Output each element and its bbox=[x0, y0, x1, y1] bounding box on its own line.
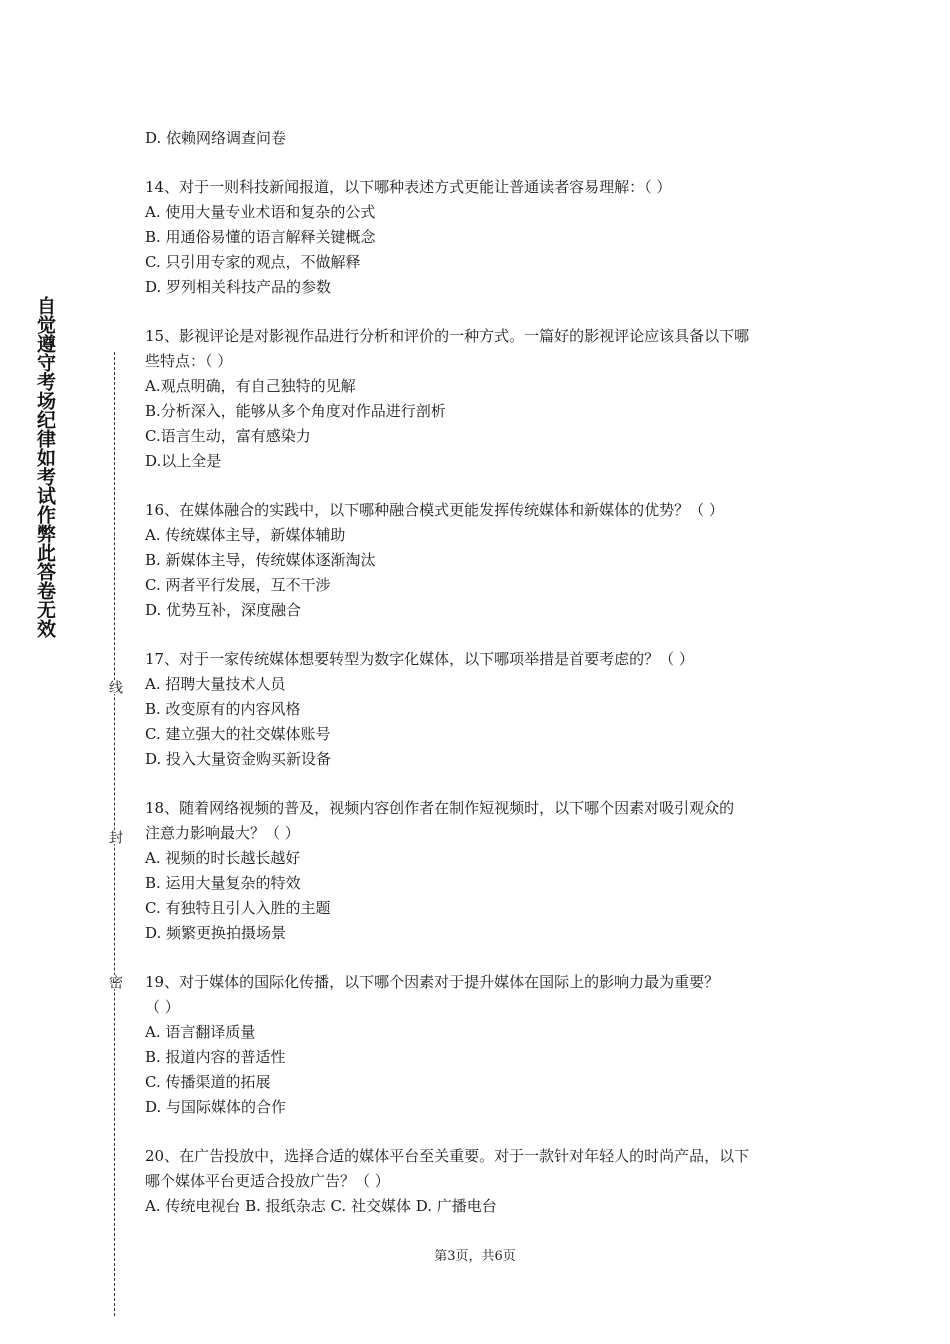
option-d: D.以上全是 bbox=[145, 452, 222, 470]
exam-content bbox=[145, 126, 825, 1219]
option-c: C. 有独特且引人入胜的主题 bbox=[145, 899, 331, 917]
question-19 bbox=[145, 970, 825, 1120]
option-a: A. 传统媒体主导，新媒体辅助 bbox=[145, 526, 346, 544]
question-17 bbox=[145, 647, 825, 772]
question-stem-continued: （ ） bbox=[145, 998, 180, 1016]
spacer bbox=[145, 1120, 825, 1144]
option-b: B. 运用大量复杂的特效 bbox=[145, 874, 301, 892]
page-number: 第3页，共6页 bbox=[434, 1249, 516, 1264]
option-c: C. 传播渠道的拓展 bbox=[145, 1073, 271, 1091]
option-c: C. 只引用专家的观点，不做解释 bbox=[145, 253, 361, 271]
option-a: A. 招聘大量技术人员 bbox=[145, 675, 286, 693]
option-b: B. 改变原有的内容风格 bbox=[145, 700, 301, 718]
option-d: D. 投入大量资金购买新设备 bbox=[145, 750, 332, 768]
question-stem: 15、影视评论是对影视作品进行分析和评价的一种方式。一篇好的影视评论应该具备以下哪 bbox=[145, 327, 750, 345]
question-stem: 17、对于一家传统媒体想要转型为数字化媒体，以下哪项举措是首要考虑的？（ ） bbox=[145, 650, 694, 668]
question-20 bbox=[145, 1144, 825, 1219]
option-b: B. 新媒体主导，传统媒体逐渐淘汰 bbox=[145, 551, 376, 569]
question-stem-continued: 注意力影响最大？（ ） bbox=[145, 824, 300, 842]
question-stem-continued: 些特点：（ ） bbox=[145, 352, 233, 370]
option-a: A. 使用大量专业术语和复杂的公式 bbox=[145, 203, 376, 221]
option-d: D. 与国际媒体的合作 bbox=[145, 1098, 287, 1116]
option-d: D. 罗列相关科技产品的参数 bbox=[145, 278, 332, 296]
option-c: C. 两者平行发展，互不干涉 bbox=[145, 576, 331, 594]
binding-label-line: 线 bbox=[107, 680, 123, 694]
question-14 bbox=[145, 175, 825, 300]
question-stem: 14、对于一则科技新闻报道，以下哪种表述方式更能让普通读者容易理解：（ ） bbox=[145, 178, 672, 196]
option-d: D. 优势互补，深度融合 bbox=[145, 601, 302, 619]
question-16 bbox=[145, 498, 825, 623]
option-b: B. 报道内容的普适性 bbox=[145, 1048, 286, 1066]
spacer bbox=[145, 946, 825, 970]
option-b: B. 用通俗易懂的语言解释关键概念 bbox=[145, 228, 376, 246]
question-15 bbox=[145, 324, 825, 474]
question-stem: 19、对于媒体的国际化传播，以下哪个因素对于提升媒体在国际上的影响力最为重要？ bbox=[145, 973, 720, 991]
question-18 bbox=[145, 796, 825, 946]
option-a: A.观点明确，有自己独特的见解 bbox=[145, 377, 356, 395]
spacer bbox=[145, 623, 825, 647]
binding-label-secret: 密 bbox=[107, 975, 123, 989]
spacer bbox=[145, 151, 825, 175]
binding-label-seal: 封 bbox=[107, 830, 123, 844]
option-a: A. 视频的时长越长越好 bbox=[145, 849, 301, 867]
question-stem: 18、随着网络视频的普及，视频内容创作者在制作短视频时，以下哪个因素对吸引观众的 bbox=[145, 799, 735, 817]
option-c: C.语言生动，富有感染力 bbox=[145, 427, 311, 445]
option-c: C. 建立强大的社交媒体账号 bbox=[145, 725, 331, 743]
spacer bbox=[145, 474, 825, 498]
option-a: A. 语言翻译质量 bbox=[145, 1023, 256, 1041]
spacer bbox=[145, 300, 825, 324]
option-d: D. 频繁更换拍摄场景 bbox=[145, 924, 287, 942]
exam-discipline-notice: 自觉遵守考场纪律如考试作弊此答卷无效 bbox=[34, 296, 56, 638]
question-stem: 20、在广告投放中，选择合适的媒体平台至关重要。对于一款针对年轻人的时尚产品，以下 bbox=[145, 1147, 750, 1165]
spacer bbox=[145, 772, 825, 796]
q13-option-d: D. 依赖网络调查问卷 bbox=[145, 129, 287, 147]
question-stem-continued: 哪个媒体平台更适合投放广告？（ ） bbox=[145, 1172, 390, 1190]
option-b: B.分析深入，能够从多个角度对作品进行剖析 bbox=[145, 402, 446, 420]
question-stem: 16、在媒体融合的实践中，以下哪种融合模式更能发挥传统媒体和新媒体的优势？（ ） bbox=[145, 501, 724, 519]
options-inline: A. 传统电视台 B. 报纸杂志 C. 社交媒体 D. 广播电台 bbox=[145, 1197, 497, 1215]
